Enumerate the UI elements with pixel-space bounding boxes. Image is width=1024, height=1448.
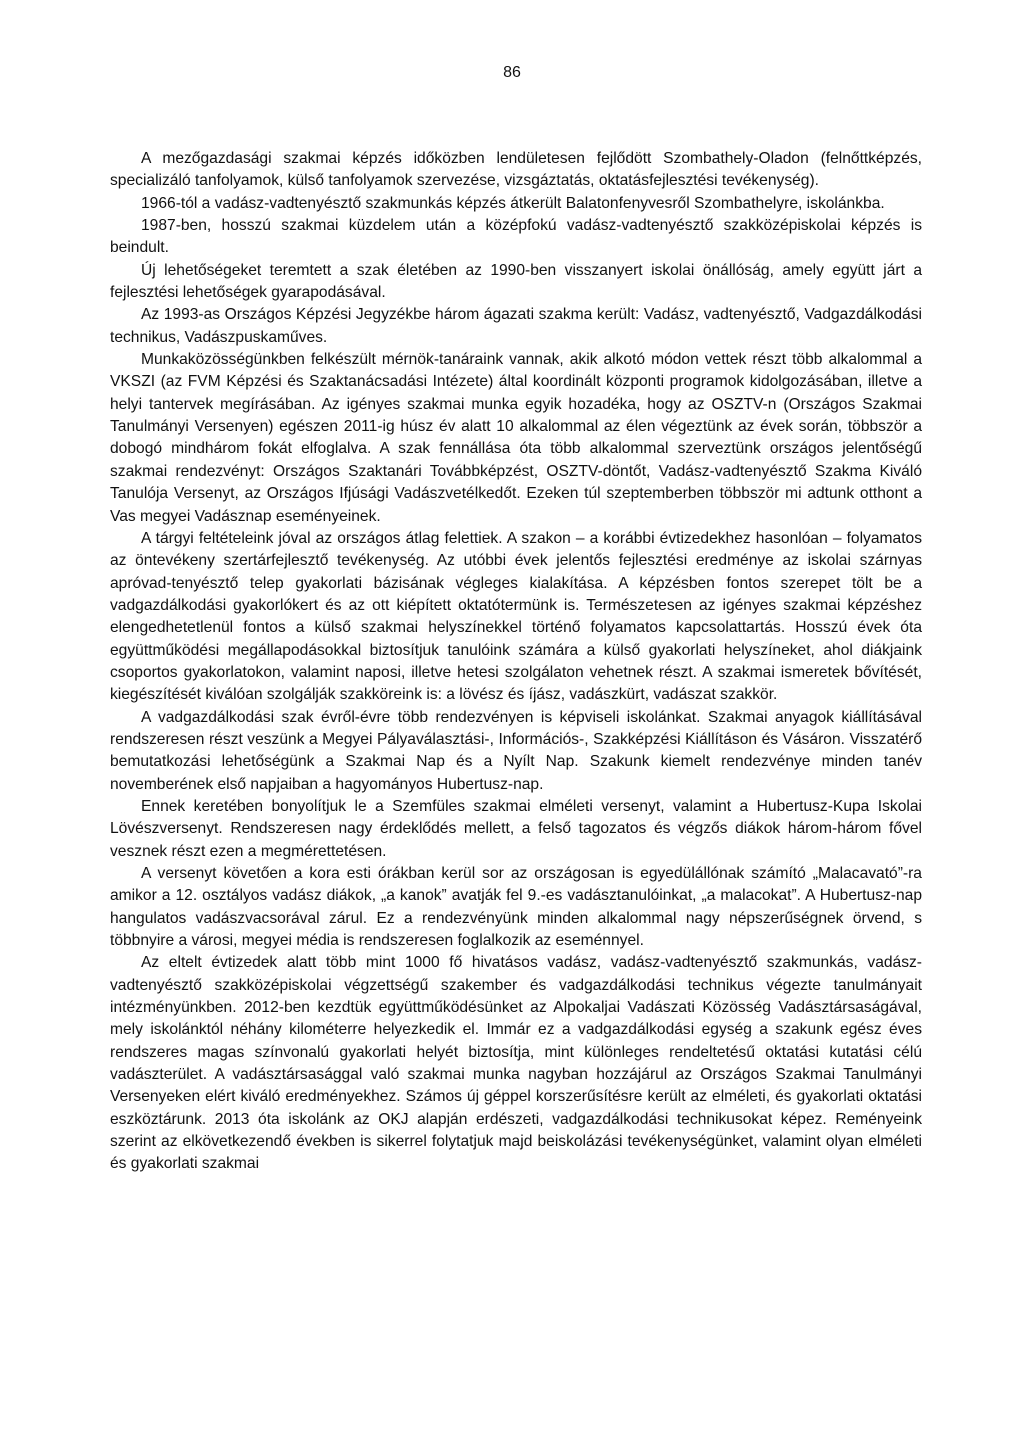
paragraph: Az eltelt évtizedek alatt több mint 1000 fő hivatásos vadász, vadász-vadtenyésztő szakmunkás, vadász-vadtenyésztő szakközépiskolai végzettségű szakember és vadgazdálkodási technikus végezte tanulmányait intézményünkben. 2012-ben kezdtük együttműködésünket az Alpokaljai Vadászati Közösség Vadásztársaságával, mely iskolánktól néhány kilométerre helyezkedik el. Immár ez a vadgazdálkodási egység a szakunk egész éves rendszeres magas színvonalú gyakorlati helyét biztosítja, mint különleges rendeltetésű oktatási kutatási célú vadászterület. A vadásztársasággal való szakmai munka nagyban hozzájárul az Országos Szakmai Tanulmányi Versenyeken elért kiváló eredményekhez. Számos új géppel korszerűsítésre került az elméleti, és gyakorlati oktatási eszköztárunk. 2013 óta iskolánk az OKJ alapján erdészeti, vadgazdálkodási technikusokat képez. Reményeink szerint az elkövetkezendő években is sikerrel folytatjuk majd beiskolázási tevékenységünket, valamint olyan elméleti és gyakorlati szakmai bbox=[110, 954, 922, 1173]
paragraph: A versenyt követően a kora esti órákban kerül sor az országosan is egyedülállónak számító „Malacavató”-ra amikor a 12. osztályos vadász diákok, „a kanok” avatják fel 9.-es vadásztanulóinkat, „a malacokat”. A Hubertusz-nap hangulatos vadászvacsorával zárul. Ez a rendezvényünk minden alkalommal nagy népszerűségnek örvend, s többnyire a városi, megyei média is rendszeresen foglalkozik az eseménnyel. bbox=[110, 865, 922, 950]
paragraph: A mezőgazdasági szakmai képzés időközben lendületesen fejlődött Szombathely-Oladon (felnőttképzés, specializáló tanfolyamok, külső tanfolyamok szervezése, vizsgáztatás, oktatásfejlesztési tevékenység). bbox=[110, 150, 922, 190]
paragraph: 1966-tól a vadász-vadtenyésztő szakmunkás képzés átkerült Balatonfenyvesről Szombathelyre, iskolánkba. bbox=[141, 194, 885, 212]
paragraph: Az 1993-as Országos Képzési Jegyzékbe három ágazati szakma került: Vadász, vadtenyésztő, Vadgazdálkodási technikus, Vadászpuskaműves. bbox=[110, 306, 922, 346]
paragraph: Ennek keretében bonyolítjuk le a Szemfüles szakmai elméleti versenyt, valamint a Hubertusz-Kupa Iskolai Lövészversenyt. Rendszeresen nagy érdeklődés mellett, a felső tagozatos és végzős diákok három-három fővel vesznek részt ezen a megmérettetésen. bbox=[110, 797, 922, 860]
paragraph: A vadgazdálkodási szak évről-évre több rendezvényen is képviseli iskolánkat. Szakmai anyagok kiállításával rendszeresen részt veszünk a Megyei Pályaválasztási-, Információs-, Szakképzési Kiállításon és Vásáron. Visszatérő bemutatkozási lehetőségünk a Szakmai Nap és a Nyílt Nap. Szakunk kiemelt rendezvénye minden tanév novemberének első napjaiban a hagyományos Hubertusz-nap. bbox=[110, 708, 922, 793]
paragraph: Új lehetőségeket teremtett a szak életében az 1990-ben visszanyert iskolai önállóság, amely együtt járt a fejlesztési lehetőségek gyarapodásával. bbox=[110, 261, 922, 302]
paragraph: A tárgyi feltételeink jóval az országos átlag felettiek. A szakon – a korábbi évtizedekhez hasonlóan – folyamatos az öntevékeny szertárfejlesztő tevékenység. Az utóbbi évek jelentős fejlesztési eredménye az iskolai szárnyas apróvad-tenyésztő telep gyakorlati bázisának végleges kialakítása. A képzésben fontos szerepet tölt be a vadgazdálkodási gyakorlókert és az ott kiépített oktatótermünk is. Természetesen az igényes szakmai képzéshez elengedhetetlenül fontos a külső szakmai helyszínekkel történő folyamatos kapcsolattartás. Hosszú évek óta együttműködési megállapodásokkal biztosítjuk tanulóink számára a külső gyakorlati helyszíneket, ahol diákjaink csoportos gyakorlatokon, valamint naposi, illetve hetesi szolgálaton vehetnek részt. A szakmai ismeretek bővítését, kiegészítését kiválóan szolgálják szakköreink is: a lövész és íjász, vadászkürt, vadászat szakkör. bbox=[110, 529, 922, 704]
page-body bbox=[110, 148, 922, 1176]
paragraph: Munkaközösségünkben felkészült mérnök-tanáraink vannak, akik alkotó módon vettek részt több alkalommal a VKSZI (az FVM Képzési és Szaktanácsadási Intézete) által koordinált központi programok kidolgozásában, illetve a helyi tantervek megírásában. Az igényes szakmai munka egyik hozadéka, hogy az OSZTV-n (Országos Szakmai Tanulmányi Versenyen) egészen 2011-ig húsz év alatt 10 alkalommal az élen végeztünk az évek során, többször a dobogó mindhárom fokát elfoglalva. A szak fennállása óta több alkalommal szerveztünk országos jelentőségű szakmai rendezvényt: Országos Szaktanári Továbbképzést, OSZTV-döntőt, Vadász-vadtenyésztő Szakma Kiváló Tanulója Versenyt, az Országos Ifjúsági Vadászvetélkedőt. Ezeken túl szeptemberben többször mi adtunk otthont a Vas megyei Vadásznap eseményeinek. bbox=[110, 351, 922, 525]
page-number: 86 bbox=[503, 64, 521, 81]
paragraph: 1987-ben, hosszú szakmai küzdelem után a középfokú vadász-vadtenyésztő szakközépiskolai képzés is beindult. bbox=[110, 217, 922, 257]
